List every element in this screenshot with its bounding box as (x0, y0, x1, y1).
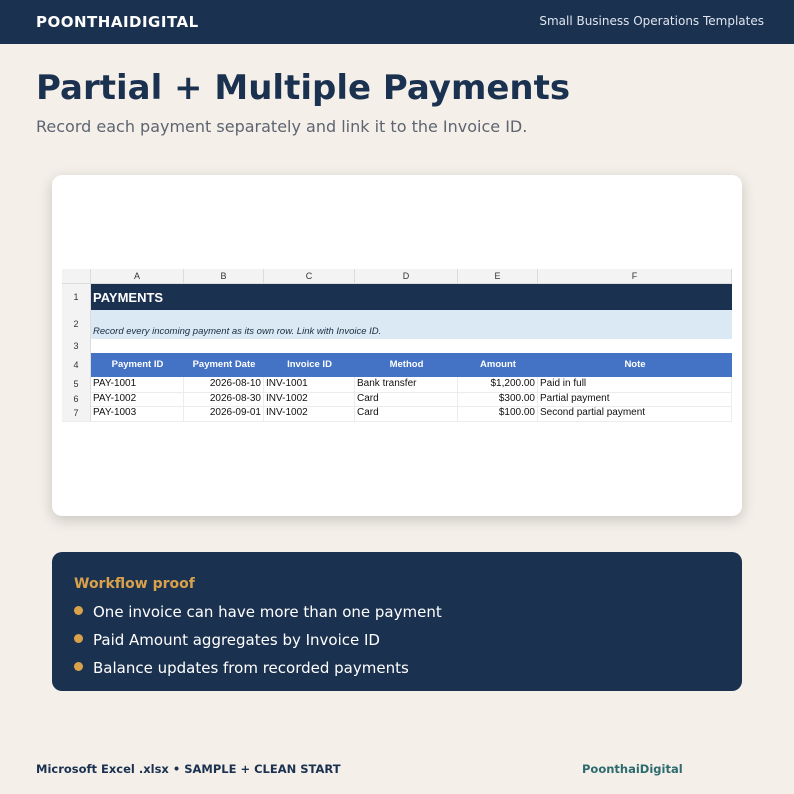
column-header-e[interactable]: E (458, 269, 538, 283)
banner-cell[interactable] (91, 284, 732, 310)
table-cell[interactable]: 2026-08-10 (184, 377, 264, 392)
column-header-row (62, 269, 732, 284)
column-header-d[interactable]: D (355, 269, 458, 283)
row-number[interactable]: 3 (62, 339, 91, 353)
table-cell[interactable]: PAY-1001 (91, 377, 184, 392)
column-header-a[interactable]: A (91, 269, 184, 283)
page-subtitle: Record each payment separately and link it to the Invoice ID. (36, 117, 528, 136)
top-bar (0, 0, 794, 44)
column-header-b[interactable]: B (184, 269, 264, 283)
table-cell[interactable]: 2026-09-01 (184, 406, 264, 421)
table-header-cell[interactable]: Method (389, 359, 424, 370)
table-cell[interactable]: INV-1002 (264, 392, 355, 407)
table-row (62, 392, 732, 408)
bullet-dot-icon (74, 662, 83, 671)
table-cell[interactable]: PAY-1002 (91, 392, 184, 407)
table-header-cell[interactable]: Payment Date (192, 359, 256, 370)
table-header-row (62, 353, 732, 377)
row-number[interactable]: 7 (62, 406, 91, 421)
table-cell[interactable]: Paid in full (538, 377, 732, 392)
table-cell[interactable]: $1,200.00 (458, 377, 538, 392)
table-cell[interactable]: $100.00 (458, 406, 538, 421)
row-number[interactable]: 4 (62, 353, 91, 377)
table-row (62, 406, 732, 422)
table-header-cell[interactable]: Note (624, 359, 646, 370)
sheet-row-3 (62, 339, 732, 354)
table-cell[interactable]: PAY-1003 (91, 406, 184, 421)
table-cell[interactable]: $300.00 (458, 392, 538, 407)
proof-bullet-text: Balance updates from recorded payments (93, 659, 409, 677)
footer-brand: PoonthaiDigital (582, 762, 683, 776)
footer-product-info: Microsoft Excel .xlsx • SAMPLE + CLEAN START (36, 762, 341, 776)
select-all-corner[interactable] (62, 269, 91, 283)
header-tagline: Small Business Operations Templates (539, 14, 764, 28)
instruction-cell[interactable] (91, 310, 732, 339)
table-row (62, 377, 732, 393)
proof-bullet (74, 603, 442, 621)
table-header-cell[interactable]: Invoice ID (287, 359, 332, 370)
sheet-row-2 (62, 310, 732, 339)
row-number[interactable]: 2 (62, 310, 91, 339)
table-cell[interactable]: INV-1001 (264, 377, 355, 392)
column-header-f[interactable]: F (538, 269, 732, 283)
proof-bullet (74, 659, 409, 677)
table-header-cell[interactable]: Payment ID (111, 359, 164, 370)
instruction-text: Record every incoming payment as its own row. Link with Invoice ID. (93, 326, 382, 337)
page-title: Partial + Multiple Payments (36, 68, 571, 108)
workflow-proof-panel (52, 552, 742, 691)
row-number[interactable]: 1 (62, 284, 91, 310)
row-number[interactable]: 6 (62, 392, 91, 407)
brand-logo-text: POONTHAIDIGITAL (36, 13, 199, 31)
workflow-proof-title: Workflow proof (74, 576, 195, 592)
proof-bullet-text: Paid Amount aggregates by Invoice ID (93, 631, 380, 649)
table-cell[interactable]: 2026-08-30 (184, 392, 264, 407)
spreadsheet-preview-card (52, 175, 742, 516)
table-cell[interactable]: INV-1002 (264, 406, 355, 421)
bullet-dot-icon (74, 606, 83, 615)
table-cell[interactable]: Second partial payment (538, 406, 732, 421)
column-header-c[interactable]: C (264, 269, 355, 283)
table-cell[interactable]: Partial payment (538, 392, 732, 407)
bullet-dot-icon (74, 634, 83, 643)
sheet-row-1 (62, 284, 732, 310)
table-header-cell[interactable]: Amount (480, 359, 516, 370)
table-cell[interactable]: Bank transfer (355, 377, 458, 392)
row-number[interactable]: 5 (62, 377, 91, 392)
proof-bullet (74, 631, 380, 649)
table-cell[interactable]: Card (355, 392, 458, 407)
banner-title: PAYMENTS (93, 290, 164, 305)
table-cell[interactable]: Card (355, 406, 458, 421)
proof-bullet-text: One invoice can have more than one payment (93, 603, 442, 621)
